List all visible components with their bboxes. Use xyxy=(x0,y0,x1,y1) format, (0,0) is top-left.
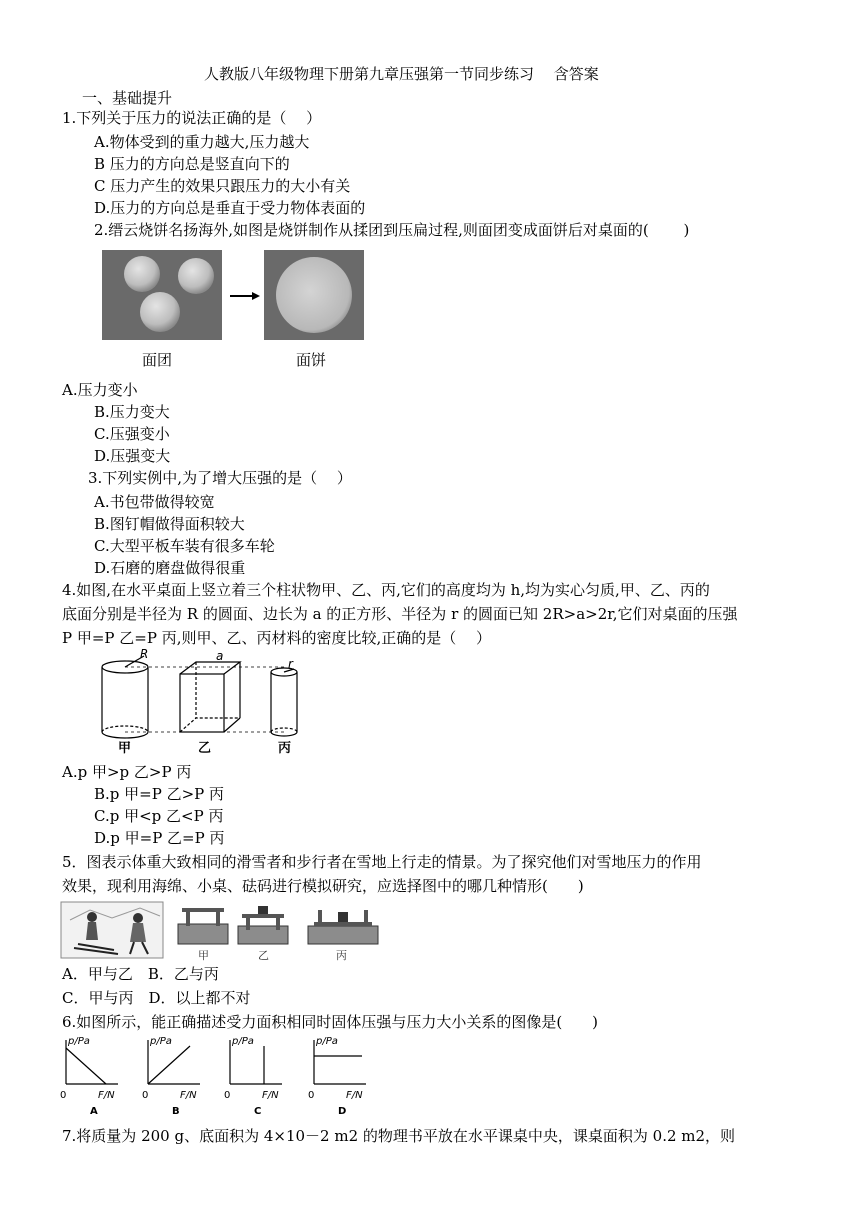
cyl-jia-bottom xyxy=(102,732,148,738)
walker-head xyxy=(133,913,143,923)
table-yi-leg-1 xyxy=(246,918,250,930)
q1-option-d: D.压力的方向总是垂直于受力物体表面的 xyxy=(94,199,366,217)
label-q5-bing: 丙 xyxy=(336,949,347,962)
table-jia-leg-2 xyxy=(216,912,220,926)
q3-option-d: D.石磨的磨盘做得很重 xyxy=(94,559,246,577)
q2-figure xyxy=(102,248,368,374)
dough-ball-3 xyxy=(140,292,180,332)
q2-option-b: B.压力变大 xyxy=(94,403,170,421)
arrow-head-icon xyxy=(252,292,260,300)
q4-option-a: A.p 甲>p 乙>P 丙 xyxy=(62,763,192,781)
cube-yi-hidden xyxy=(180,718,240,732)
cyl-bing-bottom xyxy=(271,732,297,736)
graph-b-y-label: p/Pa xyxy=(150,1036,172,1047)
label-yi: 乙 xyxy=(198,741,212,756)
q4-stem-line-2: 底面分别是半径为 R 的圆面、边长为 a 的正方形、半径为 r 的圆面已知 2R>a>2r,它们对桌面的压强 xyxy=(62,605,738,623)
graph-b-label: B xyxy=(172,1106,180,1117)
q6-stem: 6.如图所示，能正确描述受力面积相同时固体压强与压力大小关系的图像是( ) xyxy=(62,1013,599,1031)
table-bing-top xyxy=(314,922,372,926)
q3-stem: 3.下列实例中,为了增大压强的是（ ） xyxy=(88,469,352,487)
label-bing: 丙 xyxy=(278,741,292,756)
sponge-yi xyxy=(238,926,288,944)
page-title: 人教版八年级物理下册第九章压强第一节同步练习 含答案 xyxy=(204,65,599,83)
graph-b-x-label: F/N xyxy=(180,1090,197,1101)
label-r: r xyxy=(288,657,293,671)
label-R: R xyxy=(140,648,149,661)
label-jia: 甲 xyxy=(118,741,132,756)
table-yi-leg-2 xyxy=(276,918,280,930)
weight-yi-icon xyxy=(258,906,268,914)
q1-option-c: C 压力产生的效果只跟压力的大小有关 xyxy=(94,177,351,195)
label-dough: 面团 xyxy=(142,351,173,369)
table-bing-leg-2 xyxy=(364,910,368,922)
label-q5-yi: 乙 xyxy=(258,949,269,962)
graph-a-origin: 0 xyxy=(60,1090,67,1101)
graph-c-origin: 0 xyxy=(224,1090,231,1101)
q5-options-line-2: C．甲与丙 D．以上都不对 xyxy=(62,989,251,1007)
graph-d-y-label: p/Pa xyxy=(316,1036,338,1047)
q1-option-b: B 压力的方向总是竖直向下的 xyxy=(94,155,290,173)
graph-a-label: A xyxy=(90,1106,98,1117)
q4-stem-line-1: 4.如图,在水平桌面上竖立着三个柱状物甲、乙、丙,它们的高度均为 h,均为实心匀质,甲、乙、丙的 xyxy=(62,581,710,599)
q1-stem: 1.下列关于压力的说法正确的是（ ） xyxy=(62,109,322,127)
q4-option-c: C.p 甲<p 乙<P 丙 xyxy=(94,807,224,825)
graph-d-x-label: F/N xyxy=(346,1090,363,1101)
graph-b-origin: 0 xyxy=(142,1090,149,1101)
graph-d-label: D xyxy=(338,1106,347,1117)
section-heading: 一、基础提升 xyxy=(82,89,173,107)
cube-yi-top xyxy=(180,662,240,674)
sponge-bing xyxy=(308,926,378,944)
graph-a-y-label: p/Pa xyxy=(68,1036,90,1047)
label-cake: 面饼 xyxy=(296,351,327,369)
q2-option-a: A.压力变小 xyxy=(62,381,138,399)
q4-option-d: D.p 甲=P 乙=P 丙 xyxy=(94,829,225,847)
sponge-jia xyxy=(178,924,228,944)
cube-yi-bottom-edge xyxy=(224,718,240,732)
q4-figure xyxy=(98,648,320,758)
table-yi-top xyxy=(242,914,284,918)
q5-stem-line-2: 效果，现利用海绵、小桌、砝码进行模拟研究，应选择图中的哪几种情形( ) xyxy=(62,877,584,895)
graph-c-x-label: F/N xyxy=(262,1090,279,1101)
graph-c-label: C xyxy=(254,1106,262,1117)
q2-option-d: D.压强变大 xyxy=(94,447,171,465)
flat-cake xyxy=(276,257,352,333)
q3-option-c: C.大型平板车装有很多车轮 xyxy=(94,537,275,555)
weight-bing-icon xyxy=(338,912,348,922)
q3-option-a: A.书包带做得较宽 xyxy=(94,493,215,511)
graph-a-x-label: F/N xyxy=(98,1090,115,1101)
table-jia-leg-1 xyxy=(186,912,190,926)
label-a: a xyxy=(216,649,224,663)
q4-option-b: B.p 甲=P 乙>P 丙 xyxy=(94,785,225,803)
q3-option-b: B.图钉帽做得面积较大 xyxy=(94,515,245,533)
graph-b-curve xyxy=(148,1046,190,1084)
dough-ball-2 xyxy=(178,258,214,294)
cyl-jia-bottom-hidden xyxy=(102,726,148,732)
table-jia-top xyxy=(182,908,224,912)
q6-graphs xyxy=(58,1034,388,1118)
graph-c-y-label: p/Pa xyxy=(232,1036,254,1047)
graph-a-curve xyxy=(66,1048,106,1084)
cube-yi-front xyxy=(180,674,224,732)
q5-options-line-1: A．甲与乙 B．乙与丙 xyxy=(62,965,219,983)
dough-ball-1 xyxy=(124,256,160,292)
table-bing-leg-1 xyxy=(318,910,322,922)
graph-d-origin: 0 xyxy=(308,1090,315,1101)
cyl-bing-bottom-hidden xyxy=(271,728,297,732)
q4-stem-line-3: P 甲=P 乙=P 丙,则甲、乙、丙材料的密度比较,正确的是（ ） xyxy=(62,629,492,647)
q5-figure xyxy=(60,900,380,962)
label-q5-jia: 甲 xyxy=(198,949,209,962)
q5-stem-line-1: 5．图表示体重大致相同的滑雪者和步行者在雪地上行走的情景。为了探究他们对雪地压力的作用 xyxy=(62,853,702,871)
q1-option-a: A.物体受到的重力越大,压力越大 xyxy=(94,133,310,151)
q2-option-c: C.压强变小 xyxy=(94,425,170,443)
q7-stem: 7.将质量为 200 g、底面积为 4×10－2 m2 的物理书平放在水平课桌中央，课桌面积为 0.2 m2，则 xyxy=(62,1127,736,1145)
q2-stem: 2.缙云烧饼名扬海外,如图是烧饼制作从揉团到压扁过程,则面团变成面饼后对桌面的( ) xyxy=(94,221,690,239)
skier-body xyxy=(86,922,98,940)
skier-head xyxy=(87,912,97,922)
